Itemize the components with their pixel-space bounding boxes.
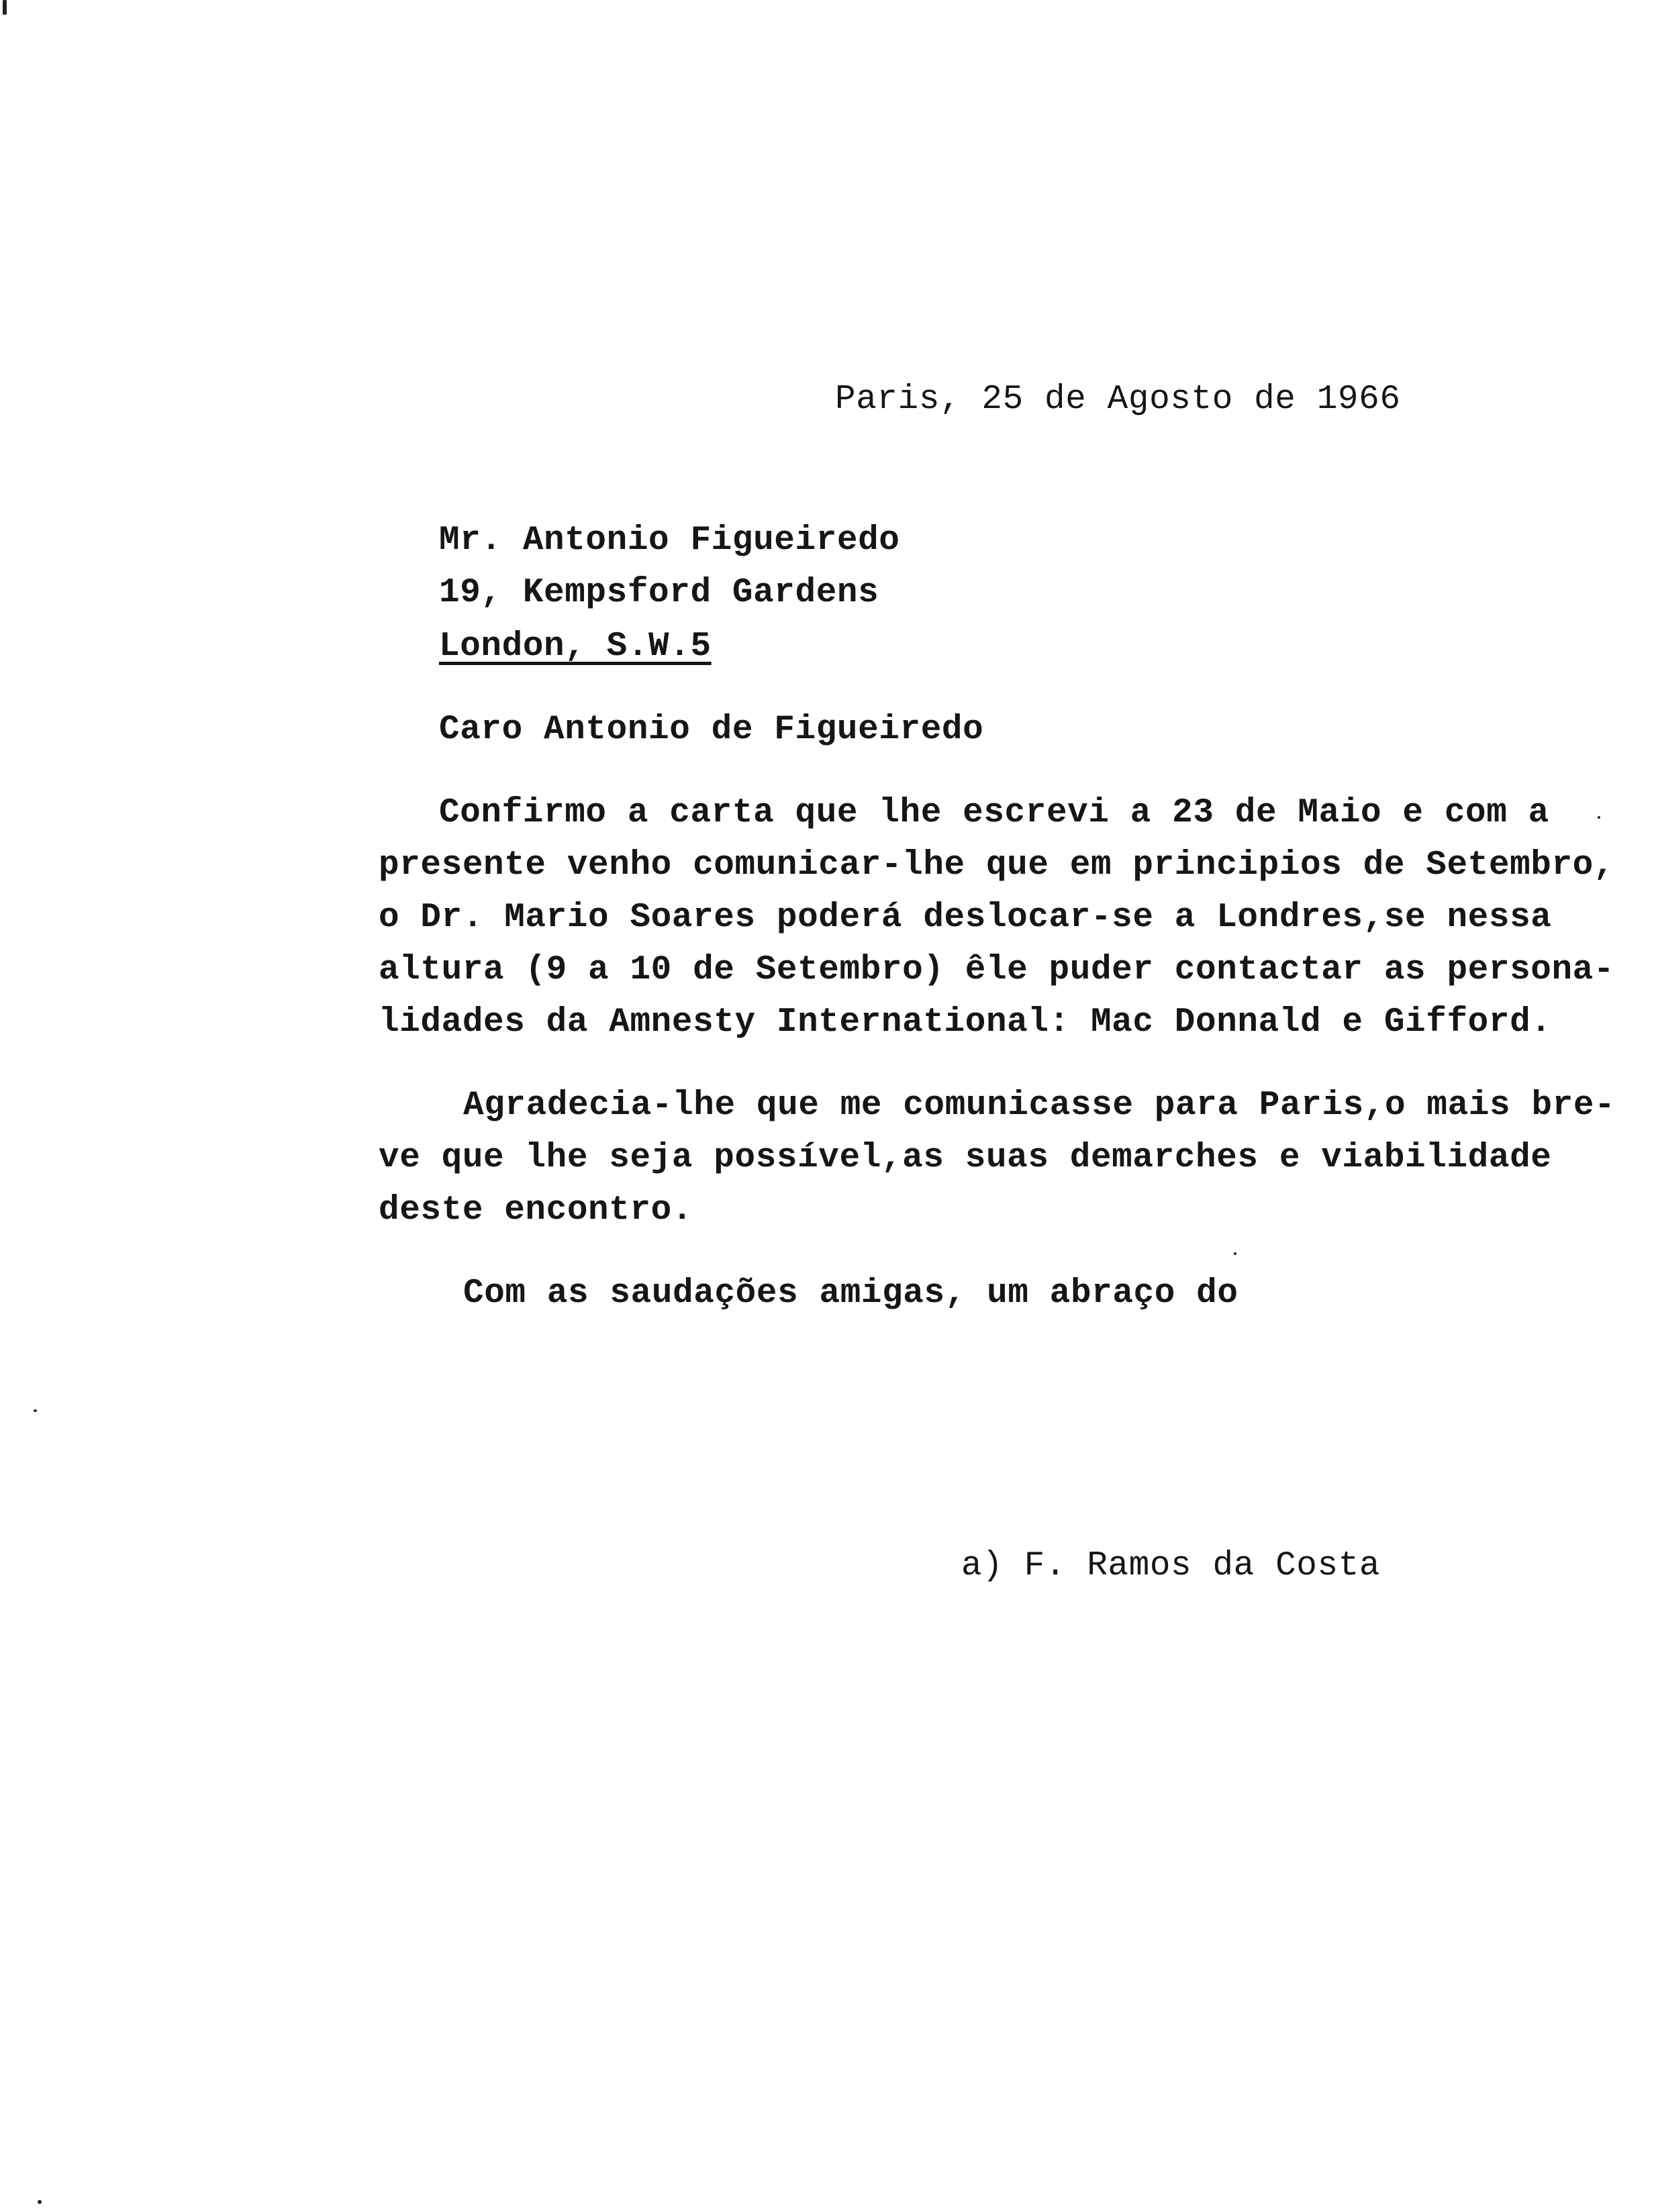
paragraph2-line: Agradecia-lhe que me comunicasse para Paris,o mais bre- (463, 1087, 1616, 1125)
signature: a) F. Ramos da Costa (961, 1547, 1381, 1585)
scan-speck (1598, 816, 1600, 819)
recipient-city: London, S.W.5 (439, 627, 712, 666)
paragraph1-line: altura (9 a 10 de Setembro) êle puder contactar as persona- (379, 951, 1615, 989)
salutation: Caro Antonio de Figueiredo (439, 711, 984, 749)
scan-speck (38, 2200, 42, 2204)
scan-speck (34, 1409, 37, 1412)
paragraph1-line: lidades da Amnesty International: Mac Donnald e Gifford. (379, 1003, 1552, 1042)
recipient-street: 19, Kempsford Gardens (439, 574, 879, 612)
scan-speck (3, 0, 7, 15)
paragraph2-line: ve que lhe seja possível,as suas demarches e viabilidade (379, 1139, 1552, 1177)
paragraph1-line: o Dr. Mario Soares poderá deslocar-se a Londres,se nessa (379, 899, 1552, 937)
paragraph1-line: Confirmo a carta que lhe escrevi a 23 de Maio e com a (439, 794, 1549, 832)
closing: Com as saudações amigas, um abraço do (463, 1274, 1238, 1313)
paragraph2-line: deste encontro. (379, 1191, 693, 1229)
paragraph1-line: presente venho comunicar-lhe que em principios de Setembro, (379, 846, 1615, 885)
place-date: Paris, 25 de Agosto de 1966 (835, 381, 1401, 419)
scan-speck (1234, 1252, 1236, 1255)
recipient-name: Mr. Antonio Figueiredo (439, 521, 900, 560)
